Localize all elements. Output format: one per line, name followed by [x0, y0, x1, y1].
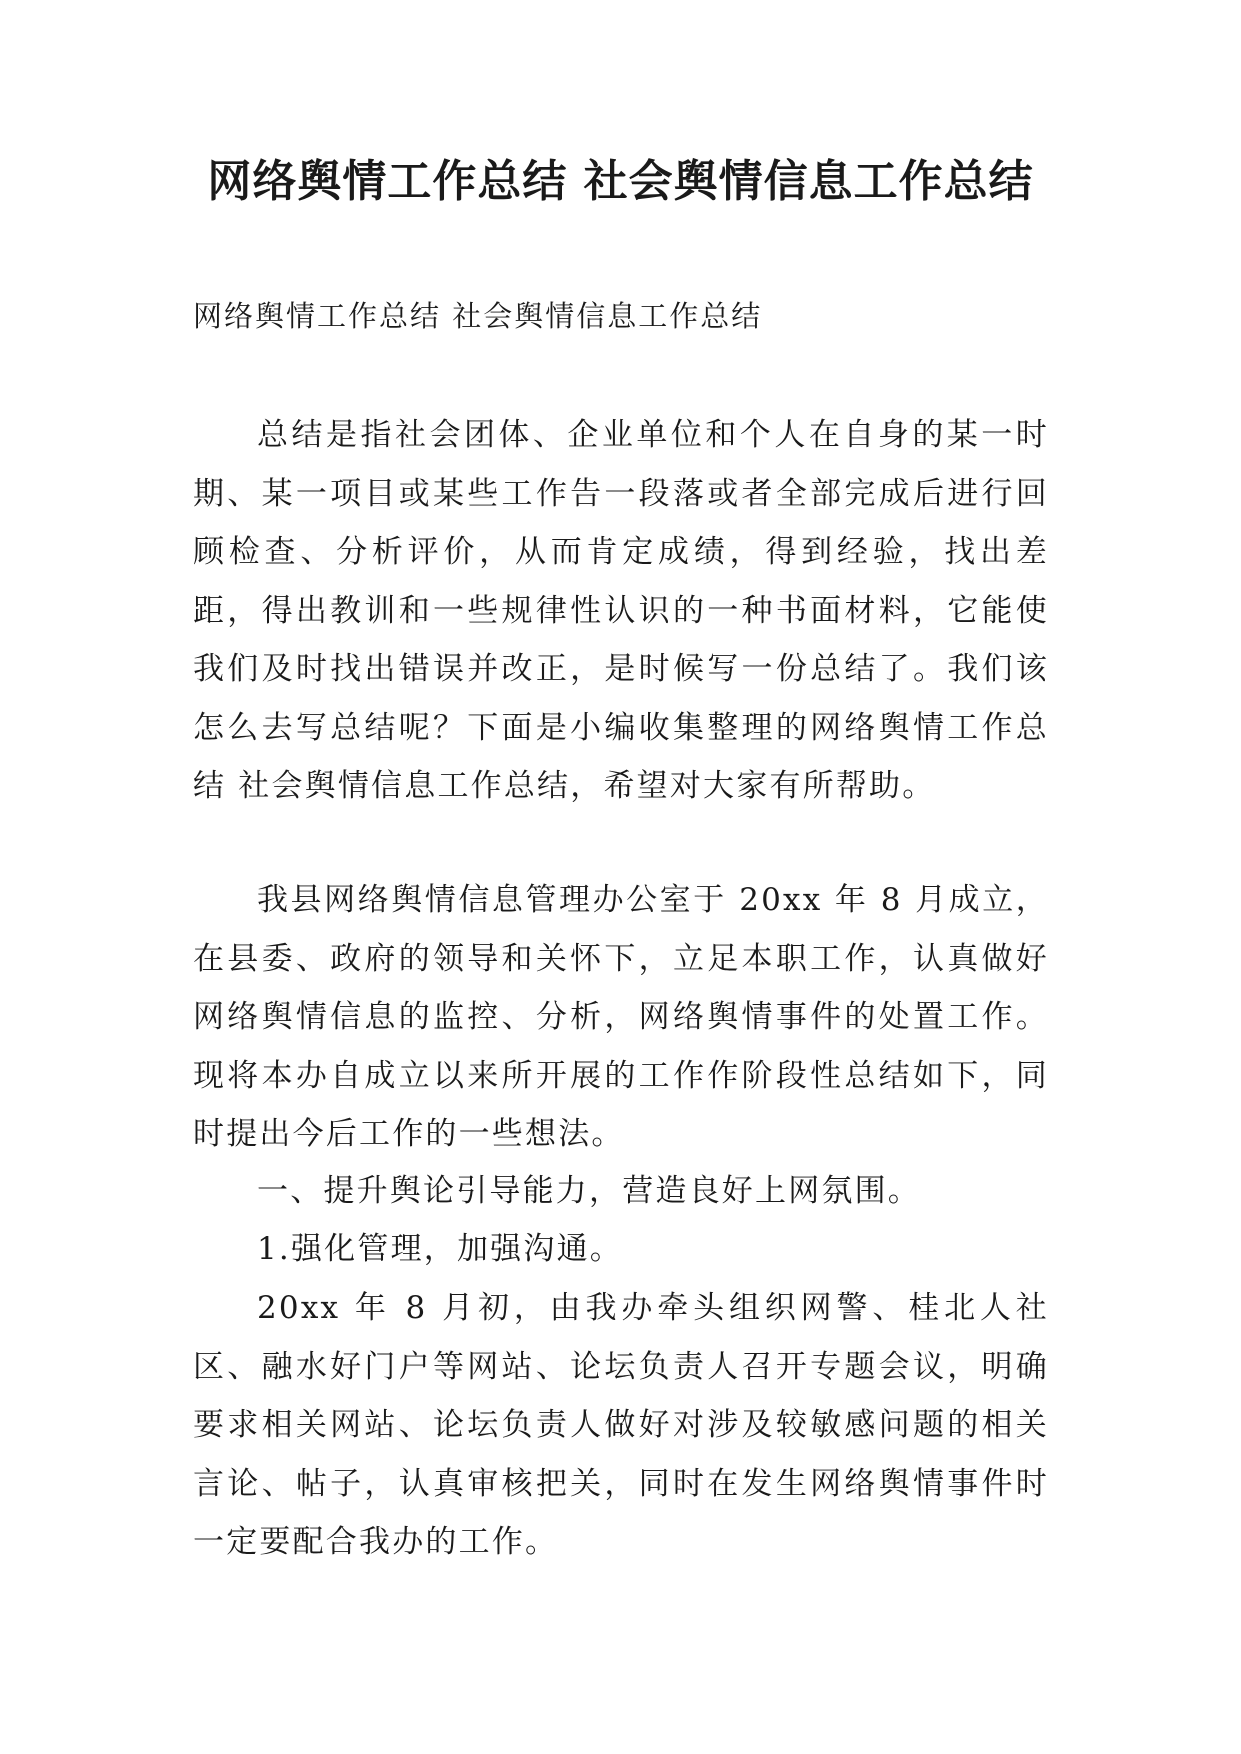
- document-title: 网络舆情工作总结 社会舆情信息工作总结: [207, 156, 1034, 207]
- background-paragraph: 我县网络舆情信息管理办公室于 20xx 年 8 月成立，在县委、政府的领导和关怀下，立足本职工作，认真做好网络舆情信息的监控、分析，网络舆情事件的处置工作。现将本办自成立以来所开展的工作作阶段性总结如下，同时提出今后工作的一些想法。: [193, 882, 1049, 1152]
- body-paragraph: 20xx 年 8 月初，由我办牵头组织网警、桂北人社区、融水好门户等网站、论坛负责人召开专题会议，明确要求相关网站、论坛负责人做好对涉及较敏感问题的相关言论、帖子，认真审核把关，同时在发生网络舆情事件时一定要配合我办的工作。: [193, 1290, 1049, 1560]
- document-subtitle: 网络舆情工作总结 社会舆情信息工作总结: [193, 299, 763, 333]
- intro-paragraph: 总结是指社会团体、企业单位和个人在自身的某一时期、某一项目或某些工作告一段落或者全部完成后进行回顾检查、分析评价，从而肯定成绩，得到经验，找出差距，得出教训和一些规律性认识的一种书面材料，它能使我们及时找出错误并改正，是时候写一份总结了。我们该怎么去写总结呢？下面是小编收集整理的网络舆情工作总结 社会舆情信息工作总结，希望对大家有所帮助。: [193, 417, 1049, 804]
- subsection-heading: 1.强化管理，加强沟通。: [257, 1231, 623, 1267]
- section-heading: 一、提升舆论引导能力，营造良好上网氛围。: [257, 1173, 921, 1209]
